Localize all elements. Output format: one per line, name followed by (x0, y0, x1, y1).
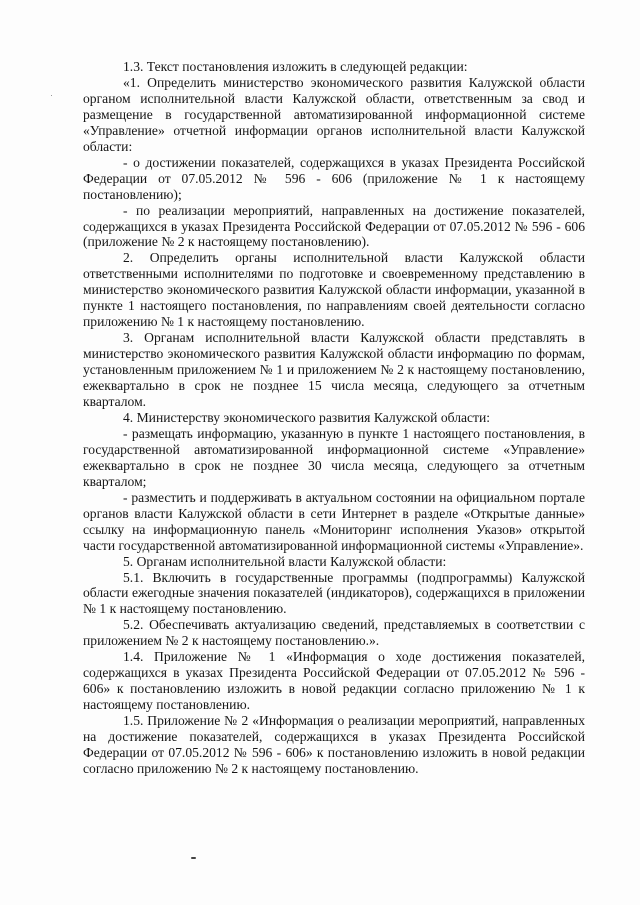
paragraph-4-portal: - разместить и поддерживать в актуальном состоянии на официальном портале органов власти Калужской области в сети Интернет в разделе «Открытые данные» ссылку на информационную панель «Мониторинг исполнения Указов» открытой части государственной автоматизированной информационной системы «Управление». (83, 489, 585, 553)
scan-mark (191, 857, 196, 859)
paragraph-1-5: 1.5. Приложение № 2 «Информация о реализации мероприятий, направленных на достижение показателей, содержащихся в указах Президента Российской Федерации от 07.05.2012 № 596 - 606» к постановлению изложить в новой редакции согласно приложению № 2 к настоящему постановлению. (83, 713, 585, 776)
paragraph-3: 3. Органам исполнительной власти Калужской области представлять в министерство экономического развития Калужской области информацию по формам, установленным приложением № 1 и приложением № 2 к настоящему постановлению, ежеквартально в срок не позднее 15 числа месяца, следующего за отчетным кварталом. (83, 330, 585, 410)
paragraph-1-4: 1.4. Приложение № 1 «Информация о ходе достижения показателей, содержащихся в указах Президента Российской Федерации от 07.05.2012 № 596 - 606» к постановлению изложить в новой редакции согласно приложению № 1 к настоящему постановлению. (83, 649, 585, 713)
paragraph-4-post: - размещать информацию, указанную в пункте 1 настоящего постановления, в государственной автоматизированной информационной системе «Управление» ежеквартально в срок не позднее 30 числа месяца, следующего за отчетным кварталом; (83, 425, 585, 489)
paragraph-1: «1. Определить министерство экономического развития Калужской области органом исполнительной власти Калужской области, ответственным за свод и размещение в государственной автоматизированной информационной системе «Управление» отчетной информации органов исполнительной власти Калужской области: (83, 74, 585, 154)
paragraph-5: 5. Органам исполнительной власти Калужской области: (123, 553, 447, 569)
paragraph-indicators: - о достижении показателей, содержащихся в указах Президента Российской Федерации от 07.05.2012 № 596 - 606 (приложение № 1 к настоящему постановлению); (83, 154, 585, 202)
paragraph-5-2: 5.2. Обеспечивать актуализацию сведений, представляемых в соответствии с приложением № 2 к настоящему постановлению.». (83, 617, 585, 649)
paragraph-measures: - по реализации мероприятий, направленных на достижение показателей, содержащихся в указах Президента Российской Федерации от 07.05.2012 № 596 - 606 (приложение № 2 к настоящему постановлению). (83, 202, 585, 250)
paragraph-5-1: 5.1. Включить в государственные программы (подпрограммы) Калужской области ежегодные значения показателей (индикаторов), содержащихся в приложении № 1 к настоящему постановлению. (83, 569, 585, 617)
document-body (83, 59, 585, 777)
paragraph-2: 2. Определить органы исполнительной власти Калужской области ответственными исполнителями по подготовке и своевременному представлению в министерство экономического развития Калужской области информации, указанной в пункте 1 настоящего постановления, по направлениям своей деятельности согласно приложению № 1 к настоящему постановлению. (83, 250, 585, 330)
paragraph-4: 4. Министерству экономического развития Калужской области: (123, 409, 491, 425)
paragraph-1-3: 1.3. Текст постановления изложить в следующей редакции: (123, 59, 468, 74)
scan-dot (51, 95, 52, 96)
